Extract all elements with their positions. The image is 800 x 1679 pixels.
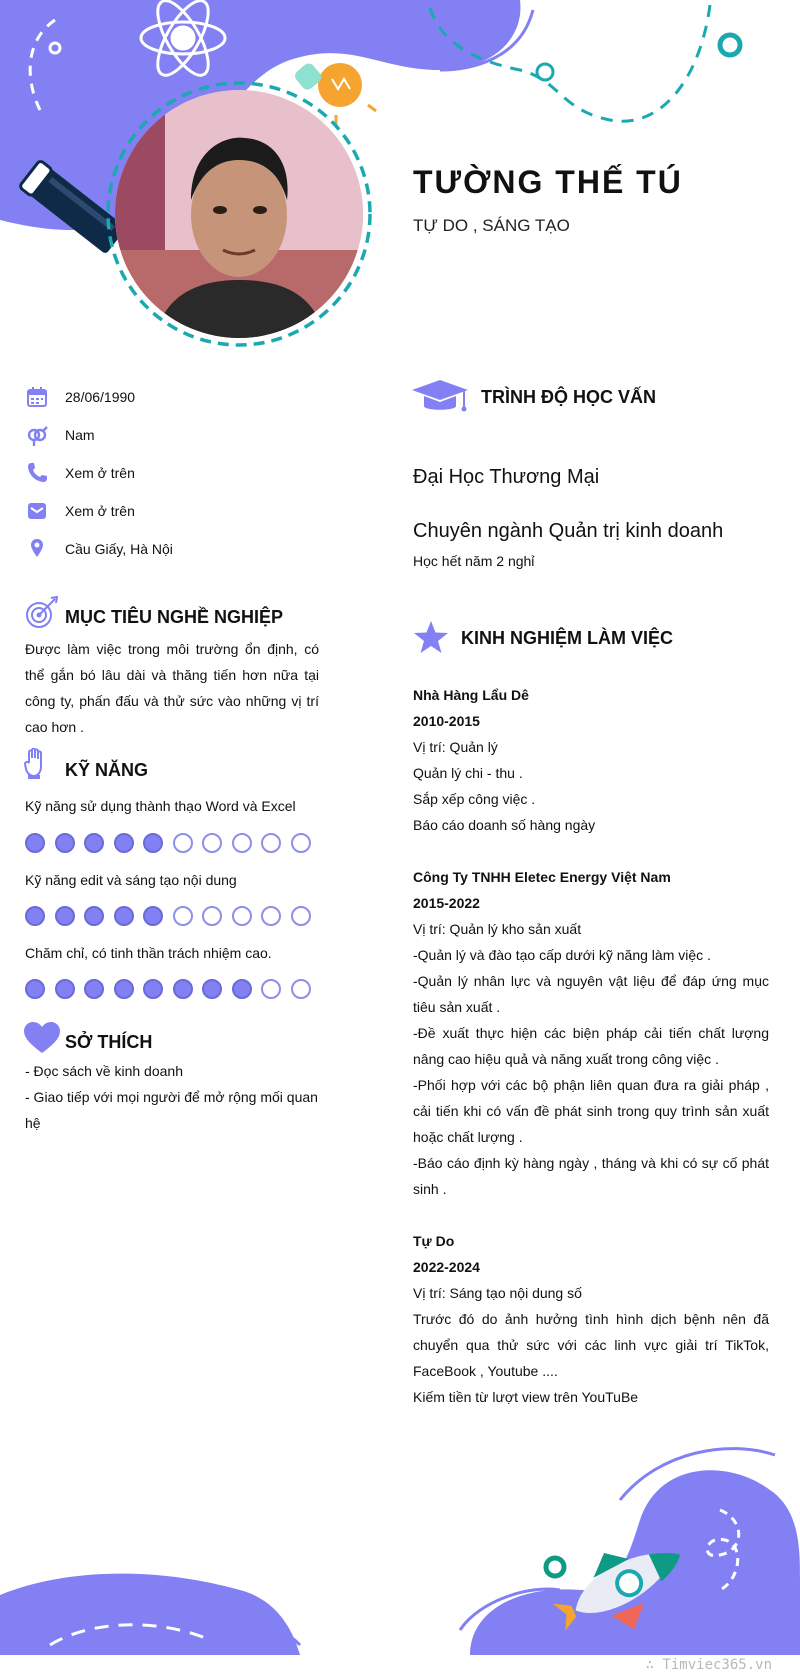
job-line: -Quản lý và đào tạo cấp dưới kỹ năng làm việc . bbox=[413, 947, 711, 963]
job-period: 2015-2022 bbox=[413, 895, 480, 911]
skill-dot-empty bbox=[173, 833, 193, 853]
skill-dot-filled bbox=[25, 833, 45, 853]
avatar-photo bbox=[115, 90, 363, 338]
education-major: Chuyên ngành Quản trị kinh doanh bbox=[413, 520, 724, 542]
job-period: 2010-2015 bbox=[413, 713, 480, 729]
skill-dot-empty bbox=[261, 906, 281, 926]
hobbies-list bbox=[25, 1058, 319, 1136]
education-school: Đại Học Thương Mại bbox=[413, 466, 600, 488]
job-line: -Phối hợp với các bộ phận liên quan đưa ra giải pháp , cải tiến khi có vấn đề phát sinh trong quy trình sản xuất hoặc chất lượng . bbox=[413, 1077, 769, 1145]
skill-dot-filled bbox=[84, 833, 104, 853]
job-company: Nhà Hàng Lẩu Dê bbox=[413, 687, 529, 703]
skill-label: Kỹ năng sử dụng thành thạo Word và Excel bbox=[25, 798, 296, 814]
skill-dot-filled bbox=[55, 833, 75, 853]
skills-title: KỸ NĂNG bbox=[65, 760, 149, 780]
job-line: Vị trí: Quản lý bbox=[413, 739, 498, 755]
hand-icon bbox=[24, 748, 48, 780]
contact-text: Cầu Giấy, Hà Nội bbox=[65, 541, 173, 557]
hobby-item: - Đọc sách về kinh doanh bbox=[25, 1063, 183, 1079]
experience-title: KINH NGHIỆM LÀM VIỆC bbox=[461, 628, 674, 648]
skill-dot-empty bbox=[261, 979, 281, 999]
calendar-icon bbox=[25, 385, 49, 409]
contact-gender bbox=[25, 423, 325, 449]
job-line: -Báo cáo định kỳ hàng ngày , tháng và khi có sự cố phát sinh . bbox=[413, 1155, 769, 1197]
skill-dot-filled bbox=[55, 979, 75, 999]
watermark: ∴ Timviec365.vn bbox=[645, 1657, 772, 1673]
skill-dot-filled bbox=[143, 906, 163, 926]
job-entry bbox=[413, 682, 769, 838]
skill-dot-empty bbox=[261, 833, 281, 853]
objective-title: MỤC TIÊU NGHỀ NGHIỆP bbox=[65, 607, 284, 627]
skill-dot-filled bbox=[114, 833, 134, 853]
skill-dot-empty bbox=[291, 979, 311, 999]
skill-rating bbox=[25, 906, 320, 930]
contact-text: 28/06/1990 bbox=[65, 389, 136, 405]
job-line: Vị trí: Sáng tạo nội dung số bbox=[413, 1285, 582, 1301]
skill-dot-empty bbox=[232, 906, 252, 926]
skill-dot-filled bbox=[202, 979, 222, 999]
skill-dot-filled bbox=[114, 906, 134, 926]
skill-dot-filled bbox=[84, 906, 104, 926]
contact-phone bbox=[25, 461, 325, 487]
target-icon bbox=[24, 596, 58, 630]
skill-dot-empty bbox=[232, 833, 252, 853]
skill-dot-filled bbox=[143, 979, 163, 999]
job-line: -Đề xuất thực hiện các biện pháp cải tiến chất lượng nâng cao hiệu quả và năng xuất trong công việc . bbox=[413, 1025, 769, 1067]
skill-dot-empty bbox=[202, 906, 222, 926]
job-entry bbox=[413, 1228, 769, 1410]
graduation-cap-icon bbox=[412, 378, 468, 416]
job-line: Sắp xếp công việc . bbox=[413, 791, 536, 807]
job-line: -Quản lý nhân lực và nguyên vật liệu để đáp ứng mục tiêu sản xuất . bbox=[413, 973, 769, 1015]
skill-dot-empty bbox=[173, 906, 193, 926]
contact-address bbox=[25, 537, 325, 563]
skill-dot-empty bbox=[291, 906, 311, 926]
skill-rating bbox=[25, 979, 320, 1003]
skill-label: Chăm chỉ, có tinh thần trách nhiệm cao. bbox=[25, 945, 272, 961]
location-icon bbox=[25, 537, 49, 561]
job-entry bbox=[413, 864, 769, 1202]
avatar bbox=[115, 90, 363, 338]
skill-dot-filled bbox=[114, 979, 134, 999]
education-title: TRÌNH ĐỘ HỌC VẤN bbox=[481, 387, 656, 407]
job-line: Quản lý chi - thu . bbox=[413, 765, 523, 781]
candidate-subtitle: TỰ DO , SÁNG TẠO bbox=[413, 216, 570, 235]
contact-text: Nam bbox=[65, 427, 95, 443]
star-icon bbox=[413, 620, 449, 654]
hobbies-title: SỞ THÍCH bbox=[65, 1032, 153, 1052]
job-period: 2022-2024 bbox=[413, 1259, 480, 1275]
skill-dot-filled bbox=[84, 979, 104, 999]
hobby-item: - Giao tiếp với mọi người để mở rộng mối quan hệ bbox=[25, 1089, 318, 1131]
footer-decoration bbox=[0, 1440, 800, 1655]
job-company: Công Ty TNHH Eletec Energy Việt Nam bbox=[413, 869, 671, 885]
skill-dot-filled bbox=[143, 833, 163, 853]
job-line: Báo cáo doanh số hàng ngày bbox=[413, 817, 596, 833]
education-note: Học hết năm 2 nghỉ bbox=[413, 553, 535, 569]
skill-label: Kỹ năng edit và sáng tạo nội dung bbox=[25, 872, 237, 888]
gender-icon bbox=[25, 423, 49, 447]
contact-text: Xem ở trên bbox=[65, 465, 135, 481]
heart-icon bbox=[24, 1022, 60, 1054]
job-company: Tự Do bbox=[413, 1233, 455, 1249]
phone-icon bbox=[25, 461, 49, 485]
email-icon bbox=[25, 499, 49, 523]
job-line: Kiếm tiền từ lượt view trên YouTuBe bbox=[413, 1389, 639, 1405]
skill-dot-filled bbox=[232, 979, 252, 999]
job-line: Trước đó do ảnh hưởng tình hình dịch bệnh nên đã chuyển qua thử sức với các linh vực giải trí TikTok, FaceBook , Youtube .... bbox=[413, 1311, 769, 1379]
skill-dot-empty bbox=[202, 833, 222, 853]
objective-text: Được làm việc trong môi trường ổn định, có thể gắn bó lâu dài và thăng tiến hơn nữa tại công ty, phấn đấu và thử sức vào những vị trí cao hơn . bbox=[25, 641, 319, 735]
contact-email bbox=[25, 499, 325, 525]
contact-birthday bbox=[25, 385, 325, 411]
skill-dot-filled bbox=[55, 906, 75, 926]
skill-dot-filled bbox=[25, 979, 45, 999]
candidate-name: TƯỜNG THẾ TÚ bbox=[413, 164, 683, 200]
skill-rating bbox=[25, 833, 320, 857]
skill-dot-empty bbox=[291, 833, 311, 853]
contact-text: Xem ở trên bbox=[65, 503, 135, 519]
job-line: Vị trí: Quản lý kho sản xuất bbox=[413, 921, 582, 937]
skill-dot-filled bbox=[25, 906, 45, 926]
skill-dot-filled bbox=[173, 979, 193, 999]
